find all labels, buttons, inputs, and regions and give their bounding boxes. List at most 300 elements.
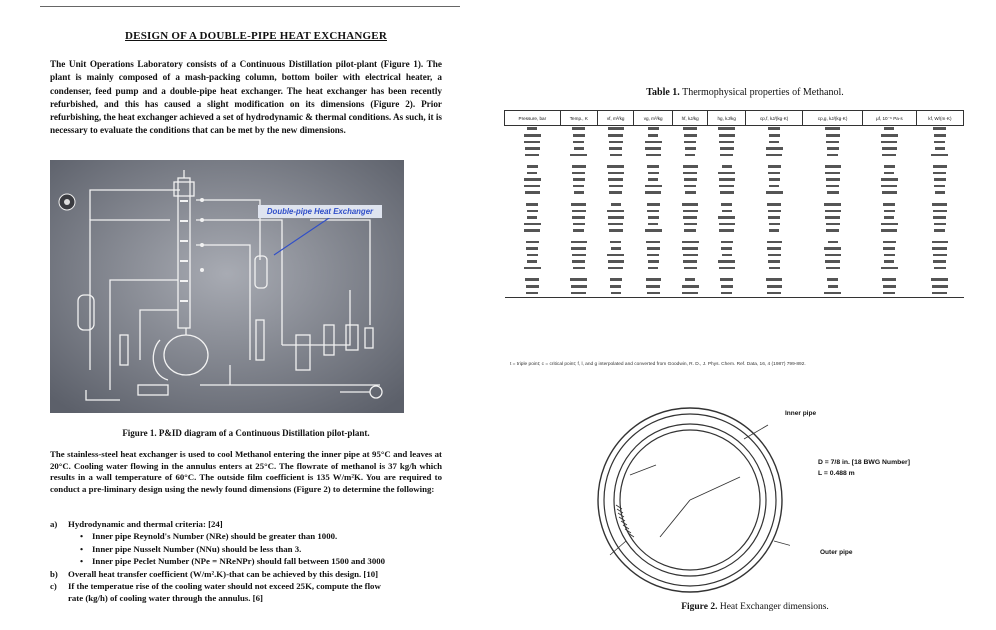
- illegible-value: [647, 210, 659, 213]
- subitem-text: Inner pipe Peclet Number (NPe = NReNPr) should fall between 1500 and 3000: [92, 556, 386, 567]
- illegible-value: [934, 134, 946, 137]
- illegible-value: [607, 210, 624, 213]
- illegible-value: [881, 185, 897, 188]
- illegible-value: [574, 147, 584, 150]
- illegible-value: [934, 223, 946, 226]
- illegible-value: [684, 178, 697, 181]
- figure2-caption-label: Figure 2.: [681, 602, 718, 612]
- table-cell: [746, 290, 803, 297]
- illegible-value: [768, 165, 781, 168]
- illegible-value: [683, 254, 698, 257]
- illegible-value: [881, 223, 898, 226]
- illegible-value: [570, 154, 587, 157]
- illegible-value: [721, 241, 733, 244]
- illegible-value: [721, 203, 732, 206]
- illegible-value: [609, 185, 623, 188]
- illegible-value: [572, 216, 585, 219]
- column-header: vg, m³/kg: [634, 111, 673, 126]
- illegible-value: [932, 247, 947, 250]
- column-header: Pressure, bar: [505, 111, 561, 126]
- table-cell: [673, 290, 708, 297]
- list-marker: c): [50, 580, 57, 591]
- illegible-value: [608, 216, 624, 219]
- list-subitem: [50, 555, 450, 567]
- table-cell: [916, 126, 963, 133]
- column-header: hg, kJ/kg: [708, 111, 746, 126]
- inner-pipe-label: Inner pipe: [785, 410, 817, 417]
- illegible-value: [884, 210, 895, 213]
- body-paragraph: The stainless-steel heat exchanger is used to cool Methanol entering the inner pipe at 95°C and leaves at 20°C. Cooling water flowing in the annulus enters at 25°C. The flowrate of methanol is 37 kg/h which results in a wall temperature of 60°C. The outside film coefficient is 135 W/m²K. You are required to conduct a pre-liminary design using the newly found dimensions (Figure 2) to determine the following:: [50, 449, 442, 494]
- illegible-value: [769, 141, 779, 144]
- illegible-value: [933, 216, 946, 219]
- illegible-value: [827, 147, 839, 150]
- table-cell: [634, 290, 673, 297]
- illegible-value: [684, 223, 697, 226]
- illegible-value: [768, 210, 781, 213]
- table1-caption-text: Thermophysical properties of Methanol.: [679, 87, 844, 98]
- illegible-value: [573, 178, 585, 181]
- illegible-value: [824, 292, 841, 295]
- illegible-value: [719, 178, 735, 181]
- annulus-pointer: [610, 541, 626, 555]
- illegible-value: [934, 141, 945, 144]
- illegible-value: [610, 241, 621, 244]
- illegible-value: [685, 278, 695, 281]
- illegible-value: [608, 172, 624, 175]
- illegible-value: [767, 241, 782, 244]
- illegible-value: [825, 165, 841, 168]
- illegible-value: [527, 254, 538, 257]
- illegible-value: [571, 285, 587, 288]
- table-body: [505, 126, 964, 298]
- illegible-value: [684, 141, 696, 144]
- illegible-value: [826, 141, 839, 144]
- illegible-value: [648, 127, 659, 130]
- illegible-value: [824, 203, 841, 206]
- outer-pipe-pointer: [774, 541, 790, 553]
- illegible-value: [647, 165, 659, 168]
- illegible-value: [646, 278, 661, 281]
- illegible-value: [766, 278, 782, 281]
- table-row: [505, 183, 964, 190]
- pid-drawing: [50, 160, 404, 413]
- illegible-value: [825, 127, 840, 130]
- illegible-value: [934, 267, 946, 270]
- illegible-value: [527, 172, 537, 175]
- column-header: hf, kJ/kg: [673, 111, 708, 126]
- illegible-value: [682, 203, 698, 206]
- illegible-value: [935, 191, 945, 194]
- table-row: [505, 126, 964, 133]
- table-cell: [560, 290, 597, 297]
- illegible-value: [645, 147, 661, 150]
- illegible-value: [573, 223, 585, 226]
- illegible-value: [721, 292, 732, 295]
- illegible-value: [645, 141, 662, 144]
- table-cell: [862, 126, 916, 133]
- illegible-value: [573, 141, 584, 144]
- illegible-value: [571, 241, 587, 244]
- column-header: Temp., K: [560, 111, 597, 126]
- table1-footnote: t = triple point; c = critical point; f, l, and g interpolated and converted from Goodwin, R. D., J. Phys. Chem. Ref. Data, 16, 4 (1987) 799-892.: [510, 362, 806, 367]
- table-header-row: [505, 111, 964, 126]
- table-cell: [505, 290, 561, 297]
- illegible-value: [526, 285, 539, 288]
- column-header: cp,g, kJ/(kg·K): [803, 111, 863, 126]
- illegible-value: [572, 260, 585, 263]
- table-row: [505, 265, 964, 272]
- illegible-value: [768, 260, 780, 263]
- illegible-value: [721, 285, 733, 288]
- illegible-value: [881, 229, 897, 232]
- radius-d-line: [690, 477, 740, 500]
- illegible-value: [884, 172, 894, 175]
- illegible-value: [720, 147, 734, 150]
- illegible-value: [719, 223, 735, 226]
- illegible-value: [884, 165, 895, 168]
- illegible-value: [526, 241, 539, 244]
- illegible-value: [648, 267, 658, 270]
- illegible-value: [608, 134, 623, 137]
- illegible-value: [768, 127, 780, 130]
- illegible-value: [524, 185, 540, 188]
- illegible-value: [718, 172, 735, 175]
- table-cell: [746, 126, 803, 133]
- illegible-value: [573, 229, 584, 232]
- illegible-value: [881, 267, 898, 270]
- illegible-value: [648, 172, 659, 175]
- table-row: [505, 228, 964, 235]
- table-cell: [916, 290, 963, 297]
- illegible-value: [767, 292, 781, 295]
- pid-diagram: [50, 160, 404, 413]
- illegible-value: [883, 285, 896, 288]
- illegible-value: [824, 247, 841, 250]
- list-item-b: [50, 568, 450, 580]
- illegible-value: [933, 127, 946, 130]
- illegible-value: [722, 210, 732, 213]
- illegible-value: [573, 134, 585, 137]
- illegible-value: [524, 223, 541, 226]
- illegible-value: [934, 178, 946, 181]
- illegible-value: [769, 223, 780, 226]
- table-cell: [673, 126, 708, 133]
- illegible-value: [524, 178, 541, 181]
- pipe-cross-section: [590, 405, 790, 595]
- illegible-value: [608, 260, 624, 263]
- illegible-value: [720, 278, 733, 281]
- illegible-value: [648, 260, 659, 263]
- hatch-marks: [616, 505, 634, 537]
- illegible-value: [648, 178, 658, 181]
- illegible-value: [720, 154, 733, 157]
- illegible-value: [573, 267, 585, 270]
- illegible-value: [884, 254, 895, 257]
- illegible-value: [609, 229, 623, 232]
- illegible-value: [933, 172, 946, 175]
- illegible-value: [718, 127, 735, 130]
- illegible-value: [933, 260, 946, 263]
- illegible-value: [646, 285, 660, 288]
- illegible-value: [608, 127, 624, 130]
- illegible-value: [682, 285, 699, 288]
- illegible-value: [527, 127, 537, 130]
- illegible-value: [527, 210, 538, 213]
- illegible-value: [574, 191, 584, 194]
- illegible-value: [881, 178, 898, 181]
- column-header: kf, W/(m·K): [916, 111, 963, 126]
- illegible-value: [647, 292, 660, 295]
- illegible-value: [647, 254, 659, 257]
- illegible-value: [718, 260, 735, 263]
- length-spec: L = 0.488 m: [818, 470, 855, 477]
- illegible-value: [683, 165, 698, 168]
- illegible-value: [722, 165, 732, 168]
- list-text: Hydrodynamic and thermal criteria: [24]: [68, 519, 223, 529]
- illegible-value: [647, 247, 660, 250]
- illegible-value: [721, 247, 732, 250]
- illegible-value: [767, 247, 781, 250]
- figure2-caption-text: Heat Exchanger dimensions.: [717, 602, 829, 612]
- illegible-value: [931, 154, 948, 157]
- illegible-value: [719, 141, 734, 144]
- illegible-value: [719, 267, 735, 270]
- illegible-value: [572, 127, 585, 130]
- outer-pipe-label: Outer pipe: [820, 549, 853, 556]
- illegible-value: [882, 278, 896, 281]
- illegible-value: [611, 292, 621, 295]
- illegible-value: [884, 127, 894, 130]
- illegible-value: [648, 223, 658, 226]
- list-marker: b): [50, 568, 58, 579]
- illegible-value: [607, 254, 624, 257]
- illegible-value: [881, 141, 897, 144]
- table1-caption: [500, 87, 990, 98]
- illegible-value: [883, 247, 895, 250]
- illegible-value: [719, 134, 735, 137]
- illegible-value: [608, 267, 623, 270]
- illegible-value: [608, 223, 623, 226]
- illegible-value: [525, 147, 540, 150]
- requirements-list: [50, 518, 450, 605]
- illegible-value: [525, 278, 539, 281]
- illegible-value: [769, 178, 780, 181]
- list-item-a: [50, 518, 450, 530]
- table-cell: [597, 290, 633, 297]
- illegible-value: [718, 216, 735, 219]
- illegible-value: [611, 203, 621, 206]
- illegible-value: [826, 223, 840, 226]
- figure1-caption: Figure 1. P&ID diagram of a Continuous Distillation pilot-plant.: [122, 428, 370, 438]
- illegible-value: [934, 229, 945, 232]
- illegible-value: [719, 229, 734, 232]
- list-text: Overall heat transfer coefficient (W/m².K)-that can be achieved by this design. [10]: [68, 568, 379, 579]
- illegible-value: [827, 191, 839, 194]
- top-rule: [40, 6, 460, 7]
- illegible-value: [526, 247, 538, 250]
- illegible-value: [571, 292, 586, 295]
- illegible-value: [769, 134, 780, 137]
- bullet-icon: •: [80, 556, 84, 567]
- table-row: [505, 290, 964, 297]
- illegible-value: [648, 216, 659, 219]
- illegible-value: [525, 191, 540, 194]
- illegible-value: [684, 185, 696, 188]
- subitem-text: Inner pipe Reynold's Number (NRe) should be greater than 1000.: [92, 531, 338, 542]
- column-header: vf, m³/kg: [597, 111, 633, 126]
- list-item-c: [50, 580, 450, 592]
- illegible-value: [527, 165, 538, 168]
- illegible-value: [685, 147, 696, 150]
- table1-caption-label: Table 1.: [646, 87, 680, 98]
- illegible-value: [767, 203, 781, 206]
- illegible-value: [609, 191, 622, 194]
- illegible-value: [683, 260, 697, 263]
- illegible-value: [825, 172, 840, 175]
- illegible-value: [719, 185, 734, 188]
- table-cell: [634, 126, 673, 133]
- table-row: [505, 139, 964, 146]
- illegible-value: [827, 278, 838, 281]
- illegible-value: [645, 185, 662, 188]
- table-cell: [708, 126, 746, 133]
- illegible-value: [826, 185, 839, 188]
- illegible-value: [884, 260, 894, 263]
- diameter-spec: D = 7/8 in. [18 BWG Number]: [818, 459, 910, 466]
- illegible-value: [825, 216, 840, 219]
- dimension-line: [630, 465, 656, 475]
- table-cell: [803, 290, 863, 297]
- illegible-value: [935, 147, 945, 150]
- illegible-value: [684, 134, 697, 137]
- illegible-value: [683, 210, 698, 213]
- illegible-value: [827, 154, 838, 157]
- illegible-value: [934, 185, 945, 188]
- list-item-c-cont: [50, 592, 450, 604]
- properties-table: [504, 110, 964, 298]
- illegible-value: [883, 241, 896, 244]
- illegible-value: [572, 165, 586, 168]
- illegible-value: [720, 191, 734, 194]
- illegible-value: [527, 216, 537, 219]
- illegible-value: [933, 210, 947, 213]
- illegible-value: [768, 216, 780, 219]
- column-header: cp,f, kJ/(kg·K): [746, 111, 803, 126]
- illegible-value: [526, 203, 538, 206]
- illegible-value: [526, 292, 538, 295]
- bullet-icon: •: [80, 543, 84, 554]
- illegible-value: [825, 254, 841, 257]
- illegible-value: [607, 165, 624, 168]
- illegible-value: [826, 229, 839, 232]
- illegible-value: [525, 154, 539, 157]
- illegible-value: [609, 147, 622, 150]
- illegible-value: [884, 216, 894, 219]
- illegible-value: [826, 178, 840, 181]
- illegible-value: [572, 254, 586, 257]
- illegible-value: [646, 154, 661, 157]
- table-cell: [560, 126, 597, 133]
- illegible-value: [881, 134, 898, 137]
- list-subitem: [50, 543, 450, 555]
- illegible-value: [882, 147, 897, 150]
- illegible-value: [766, 191, 783, 194]
- illegible-value: [883, 203, 895, 206]
- illegible-value: [768, 172, 780, 175]
- illegible-value: [524, 134, 541, 137]
- table-cell: [505, 126, 561, 133]
- table-cell: [862, 290, 916, 297]
- illegible-value: [932, 241, 948, 244]
- illegible-value: [883, 292, 895, 295]
- illegible-value: [527, 260, 537, 263]
- illegible-value: [882, 154, 896, 157]
- illegible-value: [767, 285, 782, 288]
- illegible-value: [573, 185, 584, 188]
- illegible-value: [646, 241, 660, 244]
- table-cell: [597, 126, 633, 133]
- table-row: [505, 221, 964, 228]
- list-marker: a): [50, 519, 58, 529]
- illegible-value: [648, 134, 658, 137]
- illegible-value: [645, 191, 661, 194]
- illegible-value: [571, 247, 586, 250]
- illegible-value: [524, 229, 540, 232]
- illegible-value: [931, 278, 948, 281]
- column-header: μf, 10⁻⁶ Pa·s: [862, 111, 916, 126]
- illegible-value: [932, 285, 948, 288]
- illegible-value: [524, 141, 540, 144]
- illegible-value: [933, 165, 947, 168]
- illegible-value: [572, 172, 585, 175]
- illegible-value: [932, 292, 947, 295]
- illegible-value: [645, 229, 662, 232]
- illegible-value: [610, 278, 622, 281]
- illegible-value: [683, 172, 697, 175]
- illegible-value: [611, 247, 621, 250]
- illegible-value: [683, 127, 697, 130]
- illegible-value: [828, 241, 838, 244]
- illegible-value: [932, 203, 947, 206]
- illegible-value: [768, 254, 781, 257]
- illegible-value: [570, 278, 587, 281]
- illegible-value: [682, 241, 699, 244]
- illegible-value: [610, 285, 621, 288]
- intro-paragraph: The Unit Operations Laboratory consists of a Continuous Distillation pilot-plant (Figure 1). The plant is mainly composed of a mash-packing column, bottom boiler with electrical heater, a condenser, feed pump and a double-pipe heat exchanger. The heat exchanger has been recently refurbished, and this has caused a slight modification on its dimensions (Figure 2). Prior refurbishing, the heat exchanger achieved a set of hydrodynamic & thermal conditions. As such, it is necessary to evaluate the conditions that can be met by the new dimensions.: [50, 59, 443, 136]
- illegible-value: [766, 154, 782, 157]
- illegible-value: [683, 216, 697, 219]
- illegible-value: [647, 203, 660, 206]
- hx-label: Double-pipe Heat Exchanger: [258, 205, 382, 218]
- illegible-value: [722, 254, 732, 257]
- subitem-text: Inner pipe Nusselt Number (NNu) should be less than 3.: [92, 543, 302, 554]
- illegible-value: [609, 141, 623, 144]
- illegible-value: [571, 203, 586, 206]
- figure2-caption: [630, 602, 880, 612]
- illegible-value: [524, 267, 541, 270]
- table-cell: [803, 126, 863, 133]
- illegible-value: [685, 154, 695, 157]
- illegible-value: [769, 185, 779, 188]
- illegible-value: [825, 260, 840, 263]
- illegible-value: [933, 254, 947, 257]
- bullet-icon: •: [80, 531, 84, 542]
- illegible-value: [882, 191, 897, 194]
- illegible-value: [684, 267, 697, 270]
- illegible-value: [826, 134, 840, 137]
- illegible-value: [828, 285, 838, 288]
- illegible-value: [682, 247, 698, 250]
